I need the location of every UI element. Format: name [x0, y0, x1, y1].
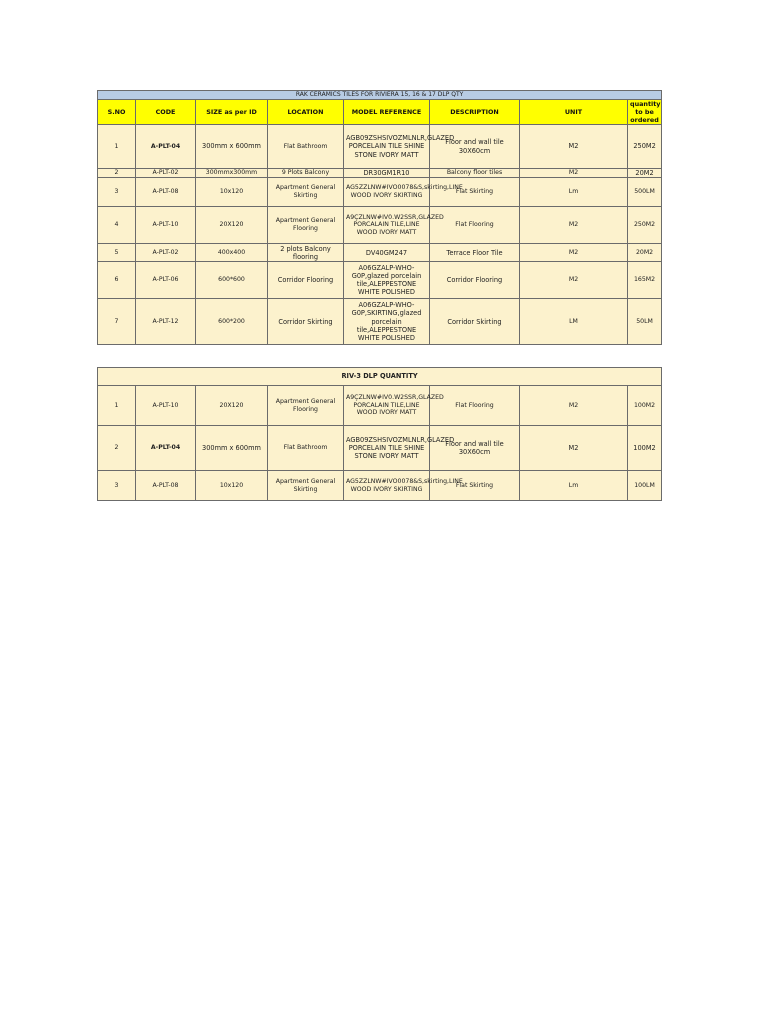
- cell-description: Terrace Floor Tile: [430, 244, 520, 262]
- cell-size: 300mm x 600mm: [196, 426, 268, 471]
- table-title: RIV-3 DLP QUANTITY: [98, 368, 662, 386]
- cell-model: DR30GM1R10: [344, 169, 430, 178]
- cell-qty: 250M2: [628, 125, 662, 169]
- cell-qty: 165M2: [628, 262, 662, 299]
- cell-model: DV40GM247: [344, 244, 430, 262]
- cell-size: 10x120: [196, 471, 268, 501]
- table-title-row: [98, 91, 662, 100]
- cell-model: AG5ZZLNW#IVO0078&S,skirting,LINE WOOD IVORY SKIRTING: [344, 178, 430, 207]
- cell-location: Flat Bathroom: [268, 125, 344, 169]
- cell-qty: 500LM: [628, 178, 662, 207]
- cell-qty: 250M2: [628, 207, 662, 244]
- cell-description: Flat Flooring: [430, 207, 520, 244]
- cell-description: Balcony floor tiles: [430, 169, 520, 178]
- cell-sno: 6: [98, 262, 136, 299]
- cell-code: A-PLT-10: [136, 386, 196, 426]
- cell-sno: 3: [98, 471, 136, 501]
- cell-unit: M2: [520, 207, 628, 244]
- cell-code: A-PLT-08: [136, 471, 196, 501]
- cell-size: 300mm x 600mm: [196, 125, 268, 169]
- cell-model: A9ÇZLNW#IV0.W2SSR,GLAZED PORCALAIN TILE,LINE WOOD IVORY MATT: [344, 207, 430, 244]
- cell-size: 400x400: [196, 244, 268, 262]
- table-row: [98, 178, 662, 207]
- cell-location: Apartment General Flooring: [268, 386, 344, 426]
- table-row: [98, 299, 662, 345]
- cell-description: Floor and wall tile 30X60cm: [430, 125, 520, 169]
- cell-code: A-PLT-10: [136, 207, 196, 244]
- table-row: [98, 426, 662, 471]
- cell-qty: 20M2: [628, 244, 662, 262]
- cell-model: A9ÇZLNW#IV0.W2SSR,GLAZED PORCALAIN TILE,LINE WOOD IVORY MATT: [344, 386, 430, 426]
- cell-description: Flat Skirting: [430, 471, 520, 501]
- cell-unit: Lm: [520, 178, 628, 207]
- cell-sno: 1: [98, 386, 136, 426]
- cell-description: Flat Skirting: [430, 178, 520, 207]
- cell-unit: LM: [520, 299, 628, 345]
- riv3-dlp-table: [97, 367, 662, 501]
- header-sno: S.NO: [98, 100, 136, 125]
- cell-location: Apartment General Skirting: [268, 178, 344, 207]
- cell-code: A-PLT-06: [136, 262, 196, 299]
- cell-sno: 3: [98, 178, 136, 207]
- cell-sno: 5: [98, 244, 136, 262]
- cell-description: Floor and wall tile 30X60cm: [430, 426, 520, 471]
- cell-qty: 100M2: [628, 386, 662, 426]
- riviera-dlp-table: [97, 90, 662, 345]
- table-row: [98, 471, 662, 501]
- cell-location: Apartment General Skirting: [268, 471, 344, 501]
- cell-sno: 2: [98, 426, 136, 471]
- cell-location: 9 Plots Balcony: [268, 169, 344, 178]
- cell-size: 20X120: [196, 207, 268, 244]
- table-row: [98, 169, 662, 178]
- cell-sno: 7: [98, 299, 136, 345]
- header-row: [98, 100, 662, 125]
- cell-model: AGB09ZSHSIVOZMLNLR,GLAZED PORCELAIN TILE SHINE STONE IVORY MATT: [344, 426, 430, 471]
- cell-description: Corridor Skirting: [430, 299, 520, 345]
- table-row: [98, 207, 662, 244]
- cell-size: 10x120: [196, 178, 268, 207]
- table-title-row: [98, 368, 662, 386]
- cell-location: Apartment General Flooring: [268, 207, 344, 244]
- cell-location: Flat Bathroom: [268, 426, 344, 471]
- header-model-reference: MODEL REFERENCE: [344, 100, 430, 125]
- cell-size: 600*200: [196, 299, 268, 345]
- cell-code: A-PLT-12: [136, 299, 196, 345]
- table-row: [98, 262, 662, 299]
- cell-sno: 2: [98, 169, 136, 178]
- cell-size: 300mmx300mm: [196, 169, 268, 178]
- cell-code: A-PLT-02: [136, 244, 196, 262]
- header-location: LOCATION: [268, 100, 344, 125]
- cell-unit: M2: [520, 262, 628, 299]
- header-size: SIZE as per ID: [196, 100, 268, 125]
- cell-size: 20X120: [196, 386, 268, 426]
- cell-unit: Lm: [520, 471, 628, 501]
- cell-size: 600*600: [196, 262, 268, 299]
- cell-qty: 50LM: [628, 299, 662, 345]
- cell-code: A-PLT-02: [136, 169, 196, 178]
- cell-code: A-PLT-04: [136, 426, 196, 471]
- header-unit: UNIT: [520, 100, 628, 125]
- header-quantity: quantity to be ordered: [628, 100, 662, 125]
- header-code: CODE: [136, 100, 196, 125]
- table-title: RAK CERAMICS TILES FOR RIVIERA 15, 16 & 17 DLP QTY: [98, 91, 662, 100]
- cell-unit: M2: [520, 169, 628, 178]
- cell-qty: 100LM: [628, 471, 662, 501]
- cell-qty: 100M2: [628, 426, 662, 471]
- cell-qty: 20M2: [628, 169, 662, 178]
- cell-unit: M2: [520, 386, 628, 426]
- cell-code: A-PLT-08: [136, 178, 196, 207]
- cell-location: Corridor Skirting: [268, 299, 344, 345]
- cell-description: Flat Flooring: [430, 386, 520, 426]
- table-row: [98, 125, 662, 169]
- header-description: DESCRIPTION: [430, 100, 520, 125]
- cell-model: A06GZALP-WHO-G0P,SKIRTING,glazed porcelain tile,ALEPPESTONE WHITE POLISHED: [344, 299, 430, 345]
- cell-unit: M2: [520, 244, 628, 262]
- cell-sno: 1: [98, 125, 136, 169]
- table-row: [98, 244, 662, 262]
- cell-unit: M2: [520, 125, 628, 169]
- cell-location: 2 plots Balcony flooring: [268, 244, 344, 262]
- cell-sno: 4: [98, 207, 136, 244]
- cell-code: A-PLT-04: [136, 125, 196, 169]
- cell-model: A06GZALP-WHO-G0P,glazed porcelain tile,ALEPPESTONE WHITE POLISHED: [344, 262, 430, 299]
- cell-location: Corridor Flooring: [268, 262, 344, 299]
- table-row: [98, 386, 662, 426]
- cell-unit: M2: [520, 426, 628, 471]
- cell-description: Corridor Flooring: [430, 262, 520, 299]
- cell-model: AGB09ZSHSIVOZMLNLR,GLAZED PORCELAIN TILE SHINE STONE IVORY MATT: [344, 125, 430, 169]
- cell-model: AG5ZZLNW#IVO0078&S,skirting,LINE WOOD IVORY SKIRTING: [344, 471, 430, 501]
